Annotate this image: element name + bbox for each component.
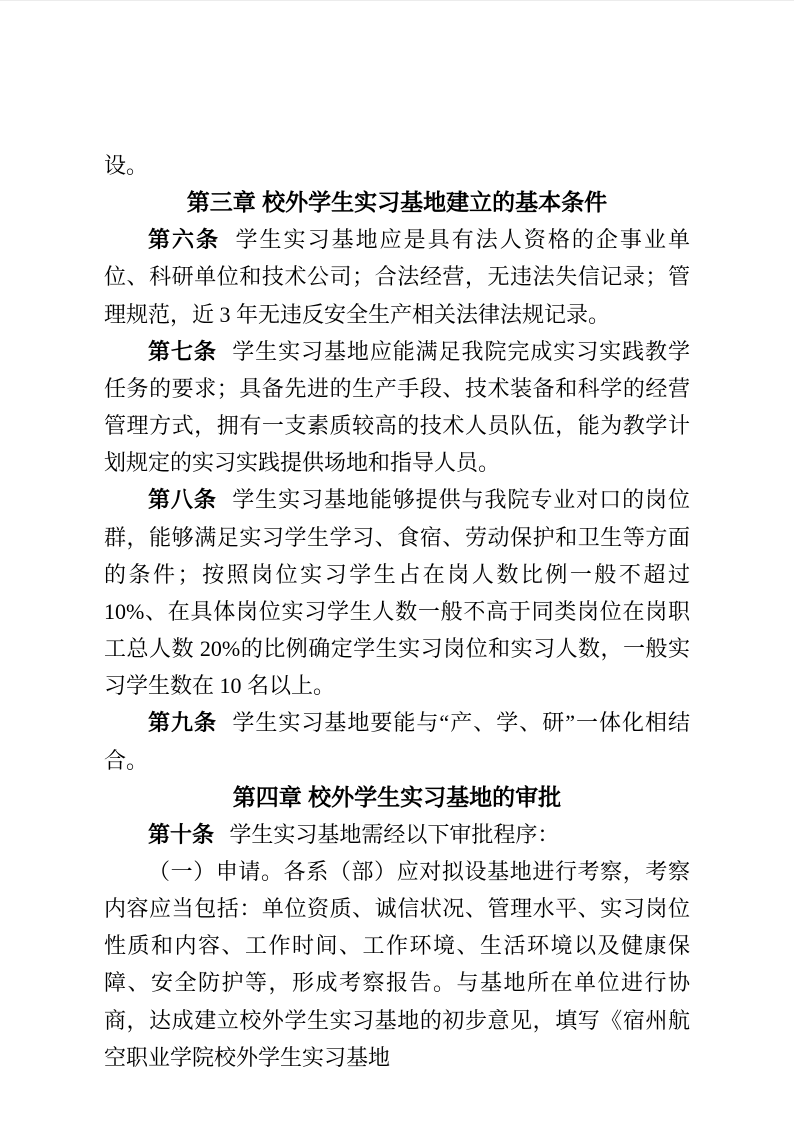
article-number: 第七条	[148, 338, 217, 364]
paragraph: 设。	[104, 153, 149, 178]
paragraph	[104, 333, 690, 482]
paragraph	[104, 221, 690, 332]
article-text: 学生实习基地应能满足我院完成实习实践教学任务的要求；具备先进的生产手段、技术装备和科学的经营管理方式，拥有一支素质较高的技术人员队伍，能为教学计划规定的实习实践提供场地和指导人员。	[104, 338, 690, 476]
article-text: 学生实习基地需经以下审批程序：	[229, 821, 560, 847]
chapter-heading: 第三章 校外学生实习基地建立的基本条件	[186, 189, 608, 216]
article-number: 第十条	[148, 821, 215, 847]
document-body	[104, 147, 690, 1076]
chapter-heading: 第四章 校外学生实习基地的审批	[232, 783, 562, 810]
article-number: 第六条	[148, 227, 221, 253]
article-text: 学生实习基地能够提供与我院专业对口的岗位群，能够满足实习学生学习、食宿、劳动保护和卫生等方面的条件；按照岗位实习学生占在岗人数比例一般不超过 10%、在具体岗位实习学生人数一般不高于同类岗位在岗职工总人数 20%的比例确定学生实习岗位和实习人数，一般实习学生数在 10 名以上。	[104, 487, 690, 699]
article-number: 第九条	[148, 710, 218, 736]
paragraph	[104, 481, 690, 704]
article-text: 学生实习基地要能与“产、学、研”一体化相结合。	[104, 710, 690, 773]
paragraph	[104, 816, 690, 853]
paragraph: （一）申请。各系（部）应对拟设基地进行考察，考察内容应当包括：单位资质、诚信状况、管理水平、实习岗位性质和内容、工作时间、工作环境、生活环境以及健康保障、安全防护等，形成考察报告。与基地所在单位进行协商，达成建立校外学生实习基地的初步意见，填写《宿州航空职业学院校外学生实习基地	[104, 858, 690, 1070]
article-text: 学生实习基地应是具有法人资格的企事业单位、科研单位和技术公司；合法经营，无违法失信记录；管理规范，近 3 年无违反安全生产相关法律法规记录。	[104, 227, 690, 327]
paragraph	[104, 704, 690, 778]
article-number: 第八条	[148, 487, 217, 513]
